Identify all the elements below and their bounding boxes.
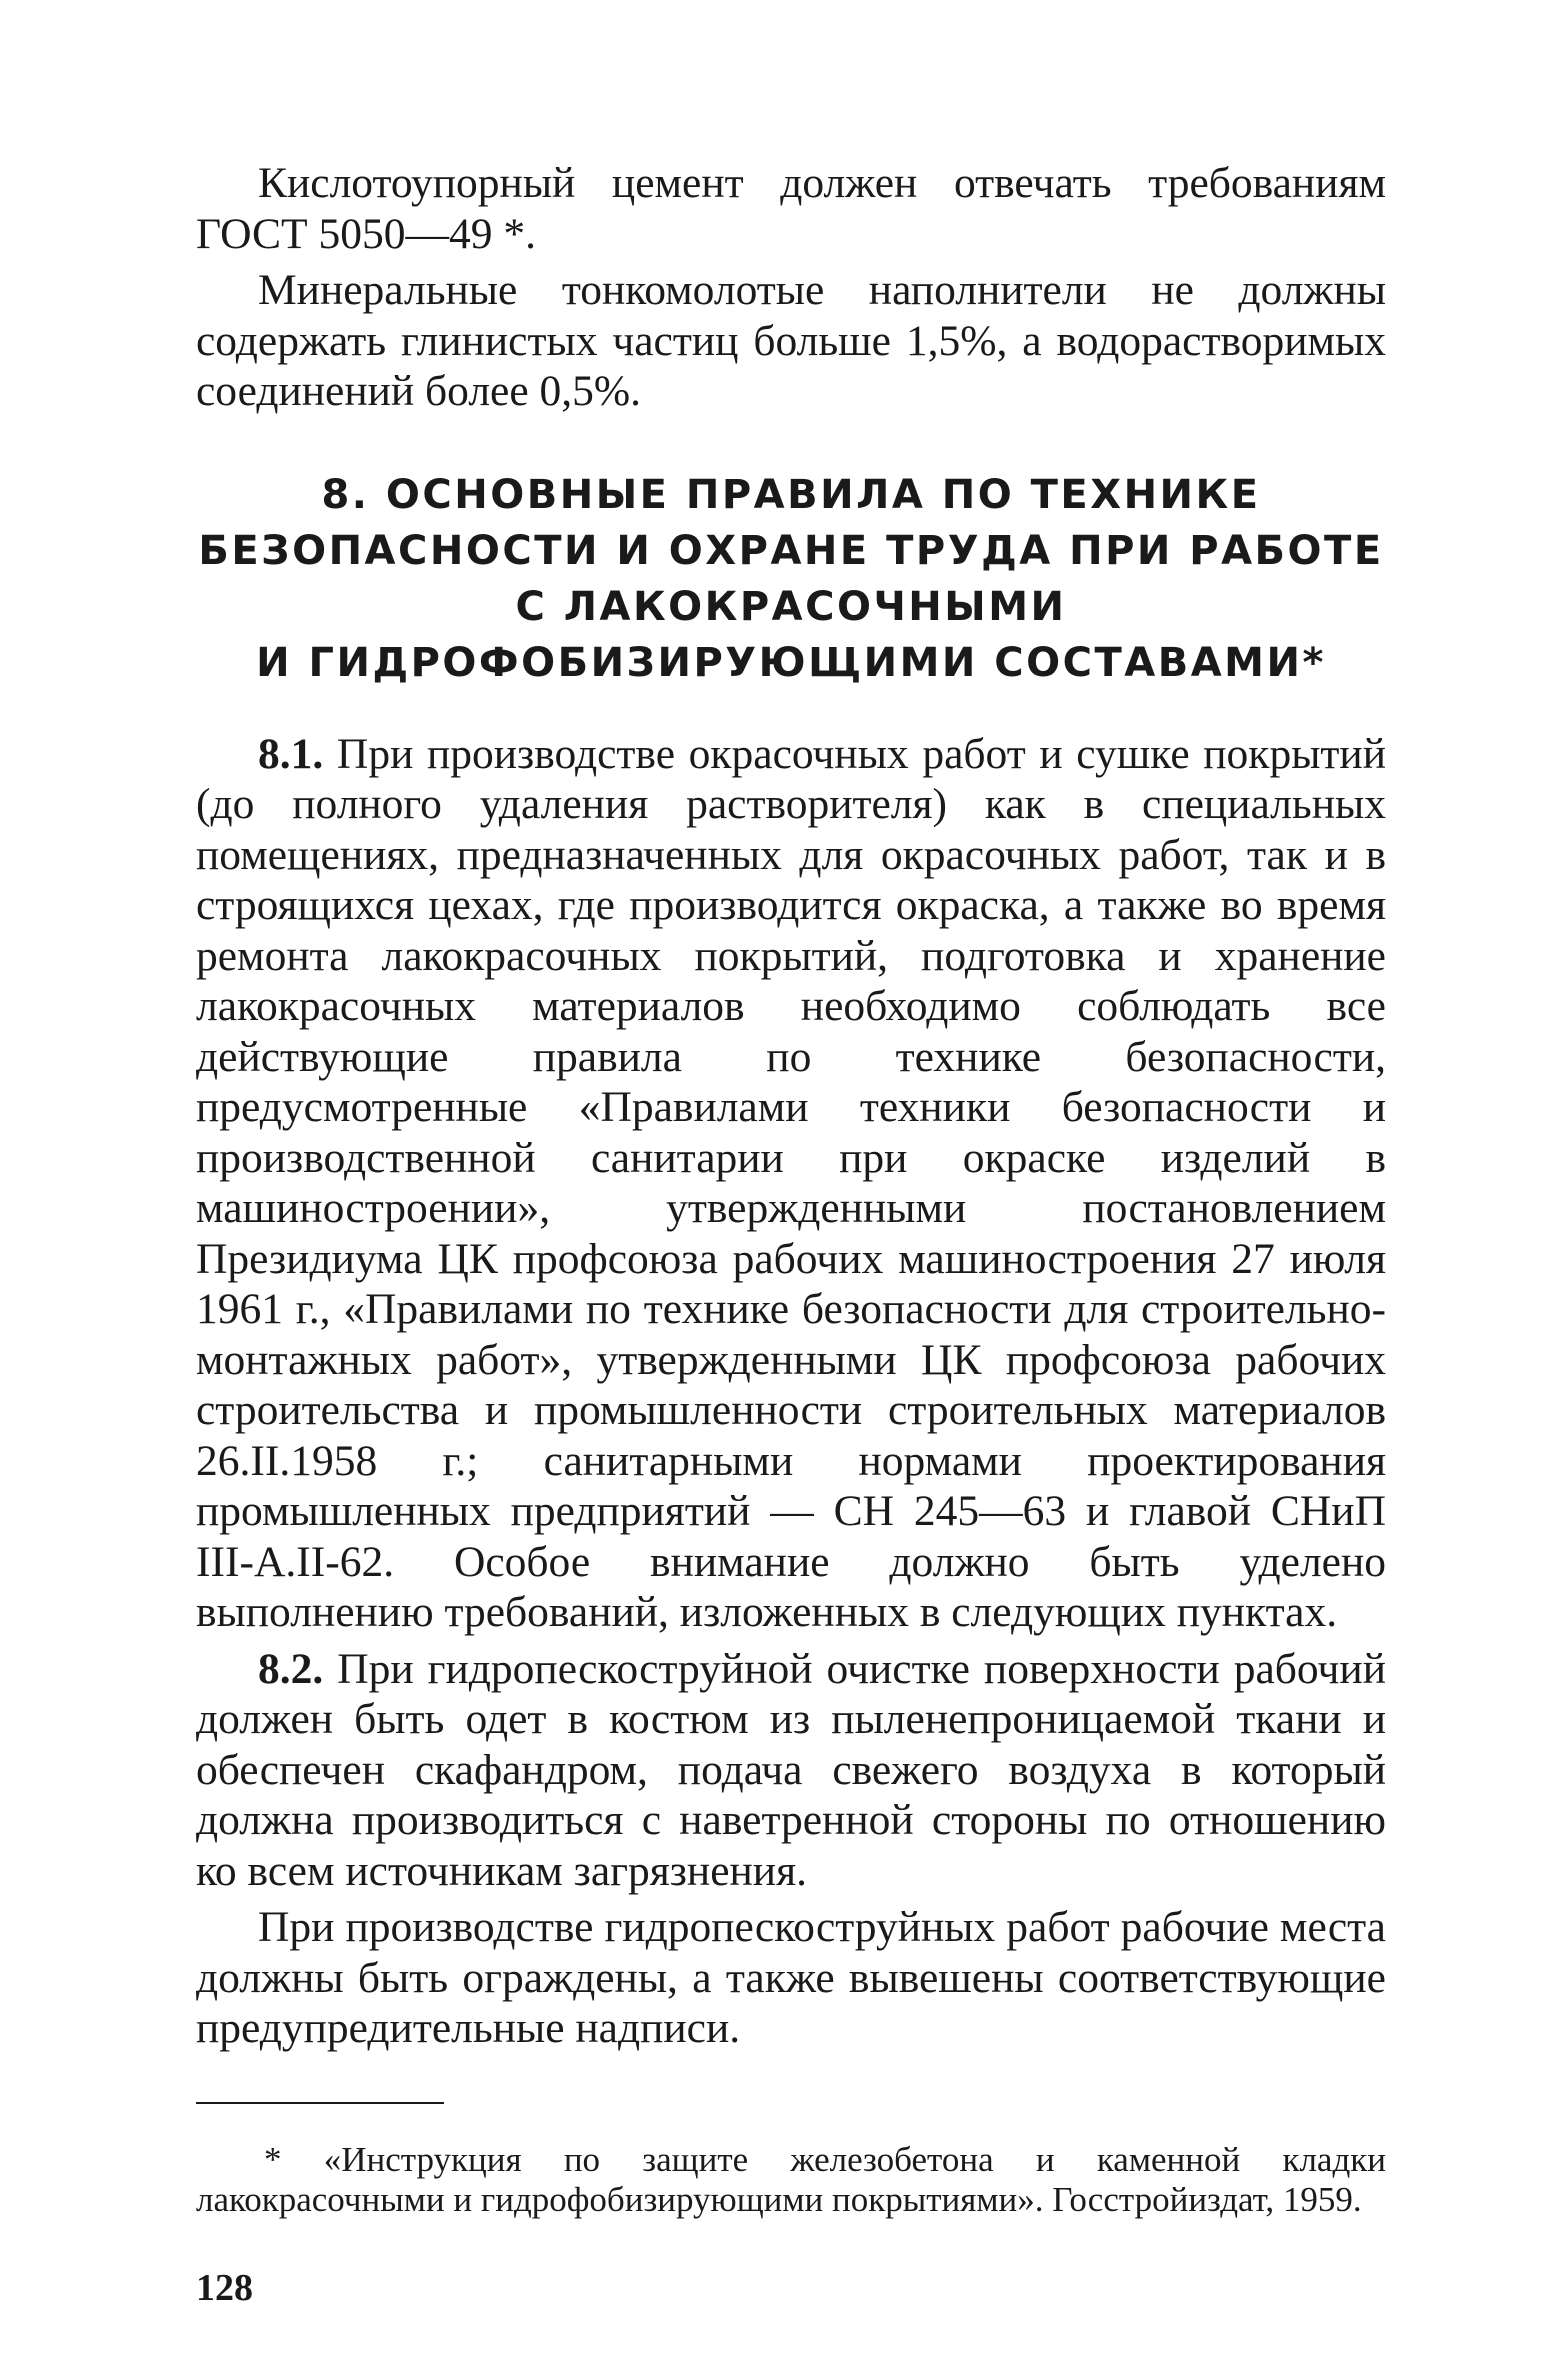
footnote: * «Инструкция по защите железобетона и каменной кладки лакокрасочными и гидрофобизирующими покрытиями». Госстройиздат, 1959.	[196, 2139, 1386, 2219]
section-heading	[196, 467, 1386, 691]
section-heading-line: 8. ОСНОВНЫЕ ПРАВИЛА ПО ТЕХНИКЕ	[321, 471, 1261, 518]
clause-number: 8.2.	[258, 1644, 324, 1693]
section-heading-line: И ГИДРОФОБИЗИРУЮЩИМИ СОСТАВАМИ*	[256, 639, 1326, 686]
clause-text: При производстве окрасочных работ и сушке покрытий (до полного удаления растворителя) как в специальных помещениях, предназначенных для окрасочных работ, так и в строящихся цехах, где производится окраска, а также во время ремонта лакокрасочных покрытий, подготовка и хранение лакокрасочных материалов необходимо соблюдать все действующие правила по технике безопасности, предусмотренные «Правилами техники безопасности и производственной санитарии при окраске изделий в машиностроении», утвержденными постановлением Президиума ЦК профсоюза рабочих машиностроения 27 июля 1961 г., «Правилами по технике безопасности для строительно-монтажных работ», утвержденными ЦК профсоюза рабочих строительства и промышленности строительных материалов 26.II.1958 г.; санитарными нормами проектирования промышленных предприятий — СН 245—63 и главой СНиП III-А.II-62. Особое внимание должно быть уделено выполнению требований, изложенных в следующих пунктах.	[196, 729, 1386, 1636]
section-heading-line: БЕЗОПАСНОСТИ И ОХРАНЕ ТРУДА ПРИ РАБОТЕ	[198, 527, 1384, 574]
paragraph-cement-requirement: Кислотоупорный цемент должен отвечать требованиям ГОСТ 5050—49 *.	[196, 159, 1386, 258]
paragraph-fillers-requirement: Минеральные тонкомолотые наполнители не должны содержать глинистых частиц больше 1,5%, а водорастворимых соединений более 0,5%.	[196, 266, 1386, 415]
clause-8-1	[196, 729, 1386, 1638]
clause-number: 8.1.	[258, 729, 324, 778]
book-page	[196, 158, 1386, 2310]
page-number: 128	[196, 2266, 253, 2309]
footnote-divider	[196, 2102, 444, 2104]
clause-8-2	[196, 1644, 1386, 1897]
paragraph-closing: При производстве гидропескоструйных работ рабочие места должны быть ограждены, а также вывешены соответствующие предупредительные надписи.	[196, 1903, 1386, 2052]
section-heading-line: С ЛАКОКРАСОЧНЫМИ	[515, 583, 1067, 630]
clause-text: При гидропескоструйной очистке поверхности рабочий должен быть одет в костюм из пыленепроницаемой ткани и обеспечен скафандром, подача свежего воздуха в который должна производиться с наветренной стороны по отношению ко всем источникам загрязнения.	[196, 1644, 1386, 1895]
